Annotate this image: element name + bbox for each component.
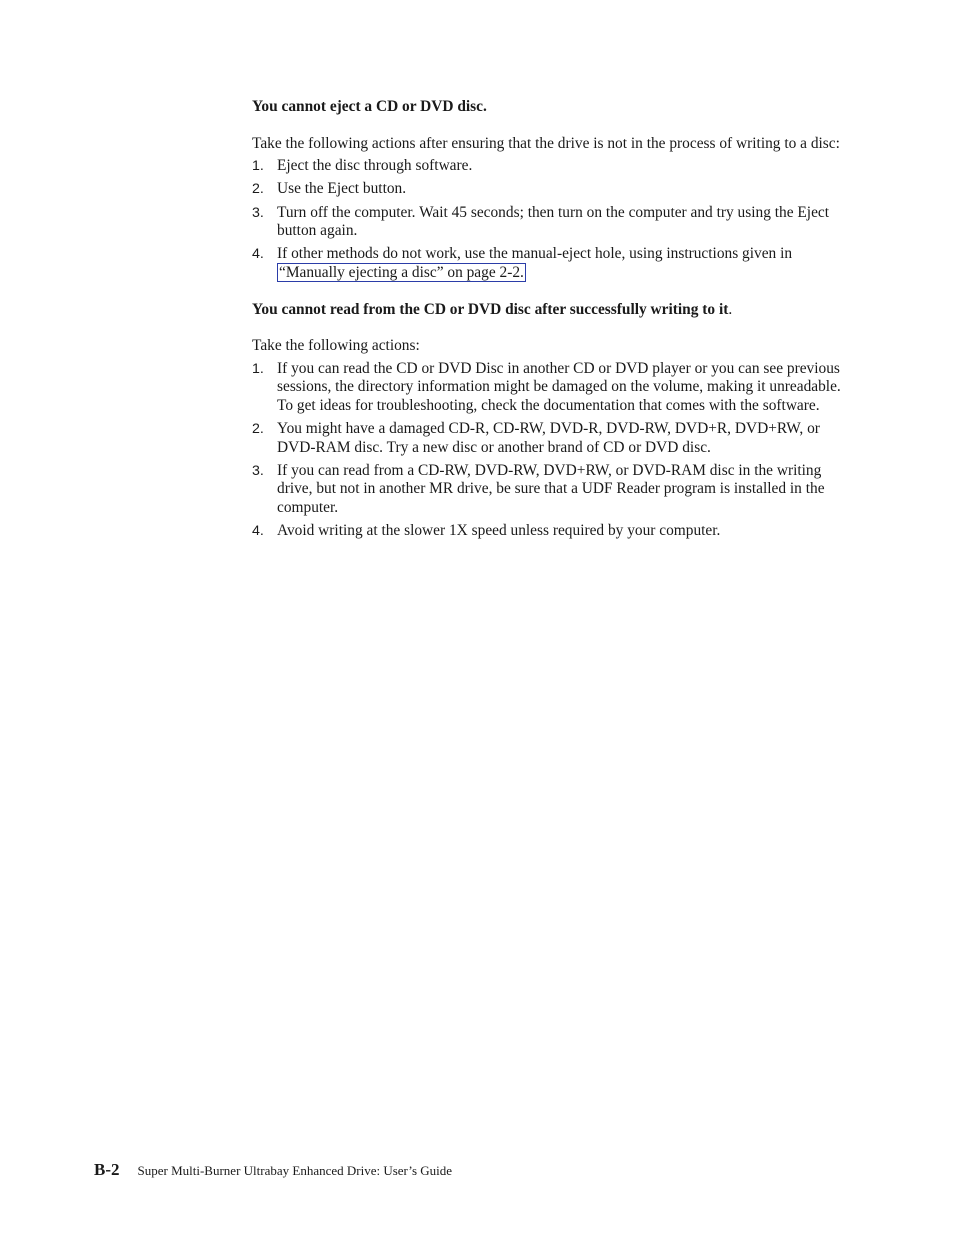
step-text: Avoid writing at the slower 1X speed unless required by your computer.	[277, 522, 721, 540]
step-number: 2.	[252, 421, 264, 438]
eject-steps-list	[252, 157, 844, 282]
list-item	[252, 420, 844, 457]
step-number: 3.	[252, 204, 264, 221]
page-number: B-2	[94, 1160, 120, 1179]
step-text: Eject the disc through software.	[277, 157, 473, 175]
step-text: If you can read from a CD-RW, DVD-RW, DVD+RW, or DVD-RAM disc in the writing drive, but not in another MR drive, be sure that a UDF Reader program is installed in the computer.	[277, 461, 825, 517]
page-footer	[94, 1160, 452, 1180]
list-item	[252, 157, 844, 176]
read-steps-list	[252, 360, 844, 541]
section-heading-read-period: .	[728, 300, 733, 318]
document-title: Super Multi-Burner Ultrabay Enhanced Drive: User’s Guide	[137, 1163, 453, 1178]
section-intro-eject: Take the following actions after ensuring that the drive is not in the process of writing to a disc:	[252, 134, 840, 152]
manual-eject-link[interactable]: “Manually ejecting a disc” on page 2-2.	[279, 263, 524, 281]
step-number: 2.	[252, 181, 264, 198]
list-item	[252, 245, 844, 282]
step-number: 4.	[252, 523, 264, 540]
step-number: 1.	[252, 360, 264, 377]
step-number: 3.	[252, 462, 264, 479]
step-text: Turn off the computer. Wait 45 seconds; then turn on the computer and try using the Eject button again.	[277, 203, 830, 240]
list-item	[252, 204, 844, 241]
list-item	[252, 522, 844, 541]
page-content	[252, 98, 844, 545]
section-read-after-write	[252, 301, 844, 541]
section-heading-read-text: You cannot read from the CD or DVD disc after successfully writing to it	[252, 300, 729, 318]
step-text: You might have a damaged CD-R, CD-RW, DVD-R, DVD-RW, DVD+R, DVD+RW, or DVD-RAM disc. Try a new disc or another brand of CD or DVD disc.	[277, 420, 820, 456]
step-text: If you can read the CD or DVD Disc in another CD or DVD player or you can see previous sessions, the directory information might be damaged on the volume, making it unreadable. To get ideas for troubleshooting, check the documentation that comes with the software.	[277, 359, 841, 414]
step-number: 4.	[252, 246, 264, 263]
section-intro-read: Take the following actions:	[252, 337, 420, 355]
list-item	[252, 360, 844, 416]
step-text: Use the Eject button.	[277, 180, 407, 198]
list-item	[252, 180, 844, 199]
section-heading-read	[252, 301, 844, 320]
step-number: 1.	[252, 158, 264, 175]
list-item	[252, 462, 844, 518]
step-text: If other methods do not work, use the manual-eject hole, using instructions given in	[277, 245, 793, 263]
section-heading-eject: You cannot eject a CD or DVD disc.	[252, 98, 487, 115]
